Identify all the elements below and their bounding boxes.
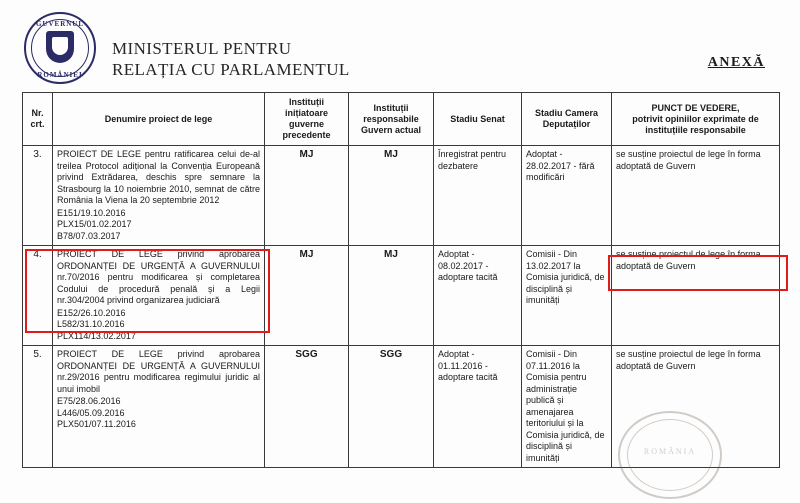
row-denumire-ref: PLX501/07.11.2016 (57, 419, 136, 429)
column-header-initiatoare-line4: precedente (282, 130, 331, 140)
column-header-responsabile (349, 93, 434, 146)
column-header-punct-vedere-line1: PUNCT DE VEDERE, (651, 102, 740, 113)
column-header-nr (23, 93, 53, 146)
column-header-stadiu-camera-line2: Deputaților (542, 119, 591, 129)
column-header-stadiu-senat: Stadiu Senat (434, 93, 522, 146)
row-stadiu-senat: Adoptat - 01.11.2016 - adoptare tacită (434, 346, 522, 468)
row-responsabile: MJ (349, 246, 434, 346)
row-denumire-ref: PLX114/13.02.2017 (57, 330, 136, 341)
row-denumire-text: PROIECT DE LEGE privind aprobarea ORDONANȚEI DE URGENȚĂ A GUVERNULUI nr.29/2016 pentru modificarea regimului juridic al unui imobil (57, 349, 260, 394)
row-denumire-refs (57, 396, 260, 431)
document-header (0, 8, 800, 86)
row-denumire-text: PROIECT DE LEGE pentru ratificarea celui de-al treilea Protocol adițional la Convenția Europeană privind Extrădarea, deschis spre semnare la Strasbourg la 10 noiembrie 2010, semnat de către România la Viena la 20 septembrie 2012 (57, 149, 260, 205)
column-header-initiatoare-line2: inițiatoare (284, 108, 328, 118)
column-header-stadiu-camera (522, 93, 612, 146)
seal-bottom-text: ROMÂNIEI (37, 71, 83, 79)
seal-top-text: GUVERNUL (35, 20, 85, 28)
table-header (23, 93, 780, 146)
column-header-responsabile-line2: responsabile (363, 113, 419, 124)
column-header-stadiu-camera-line1: Stadiu Camera (534, 108, 599, 118)
government-seal-icon (24, 12, 98, 86)
row-punct-vedere: se susține proiectul de lege în forma adoptată de Guvern (612, 346, 780, 468)
row-number: 4. (23, 246, 53, 346)
row-stadiu-camera: Comisii - Din 07.11.2016 la Comisia pentru administrație publică și amenajarea teritoriului și la Comisia juridică, de disciplină și imunități (522, 346, 612, 468)
row-denumire (53, 246, 265, 346)
table-row (23, 346, 780, 468)
row-denumire-ref: PLX15/01.02.2017 (57, 219, 132, 229)
row-responsabile: SGG (349, 346, 434, 468)
row-denumire (53, 146, 265, 246)
legislation-table (22, 92, 780, 468)
ministry-title (112, 38, 350, 80)
column-header-initiatoare-line3: guverne (288, 119, 324, 129)
column-header-punct-vedere (612, 93, 780, 146)
row-number: 5. (23, 346, 53, 468)
column-header-initiatoare-line1: Instituții (289, 97, 324, 107)
row-initiatoare: MJ (265, 246, 349, 346)
ministry-title-line1: MINISTERUL PENTRU (112, 39, 292, 58)
row-punct-vedere: se susține proiectul de lege în forma adoptată de Guvern (612, 146, 780, 246)
row-denumire-ref: E152/26.10.2016 (57, 307, 126, 318)
column-header-responsabile-line1: Instituții (373, 102, 409, 113)
row-stadiu-senat: Înregistrat pentru dezbatere (434, 146, 522, 246)
table-header-row (23, 93, 780, 146)
row-denumire-text: PROIECT DE LEGE privind aprobarea ORDONANȚEI DE URGENȚĂ A GUVERNULUI nr.70/2016 pentru modificarea și completarea Codului de procedură penală și a Legii nr.304/2004 privind organizarea judiciară (57, 249, 260, 305)
row-punct-vedere: se susține proiectul de lege în forma adoptată de Guvern (612, 246, 780, 346)
row-denumire-ref: E75/28.06.2016 (57, 396, 121, 406)
row-stadiu-camera: Adoptat - 28.02.2017 - fără modificări (522, 146, 612, 246)
column-header-punct-vedere-line2: potrivit opiniilor exprimate de (632, 113, 759, 124)
column-header-nr-line2: crt. (30, 119, 45, 129)
annex-label: ANEXĂ (707, 55, 765, 70)
row-denumire-ref: L582/31.10.2016 (57, 319, 125, 329)
column-header-nr-line1: Nr. (31, 108, 44, 118)
row-denumire-ref: L446/05.09.2016 (57, 407, 125, 418)
stamp-text: ROMÂNIA (643, 447, 697, 456)
legislation-table-container (22, 92, 779, 468)
column-header-initiatoare (265, 93, 349, 146)
column-header-responsabile-line3: Guvern actual (360, 124, 422, 135)
row-responsabile: MJ (349, 146, 434, 246)
column-header-denumire: Denumire proiect de lege (53, 93, 265, 146)
row-number: 3. (23, 146, 53, 246)
row-initiatoare: MJ (265, 146, 349, 246)
row-denumire-refs (57, 208, 260, 243)
table-row (23, 246, 780, 346)
row-denumire-refs (57, 308, 260, 343)
seal-crest-icon (46, 31, 74, 63)
ministry-title-line2: RELAȚIA CU PARLAMENTUL (112, 60, 350, 79)
column-header-punct-vedere-line3: instituțiile responsabile (645, 124, 746, 135)
row-denumire-ref: E151/19.10.2016 (57, 207, 126, 218)
table-body (23, 146, 780, 468)
row-initiatoare: SGG (265, 346, 349, 468)
row-denumire-ref: B78/07.03.2017 (57, 230, 121, 241)
table-row (23, 146, 780, 246)
row-denumire (53, 346, 265, 468)
row-stadiu-camera: Comisii - Din 13.02.2017 la Comisia juridică, de disciplină și imunități (522, 246, 612, 346)
row-stadiu-senat: Adoptat - 08.02.2017 - adoptare tacită (434, 246, 522, 346)
